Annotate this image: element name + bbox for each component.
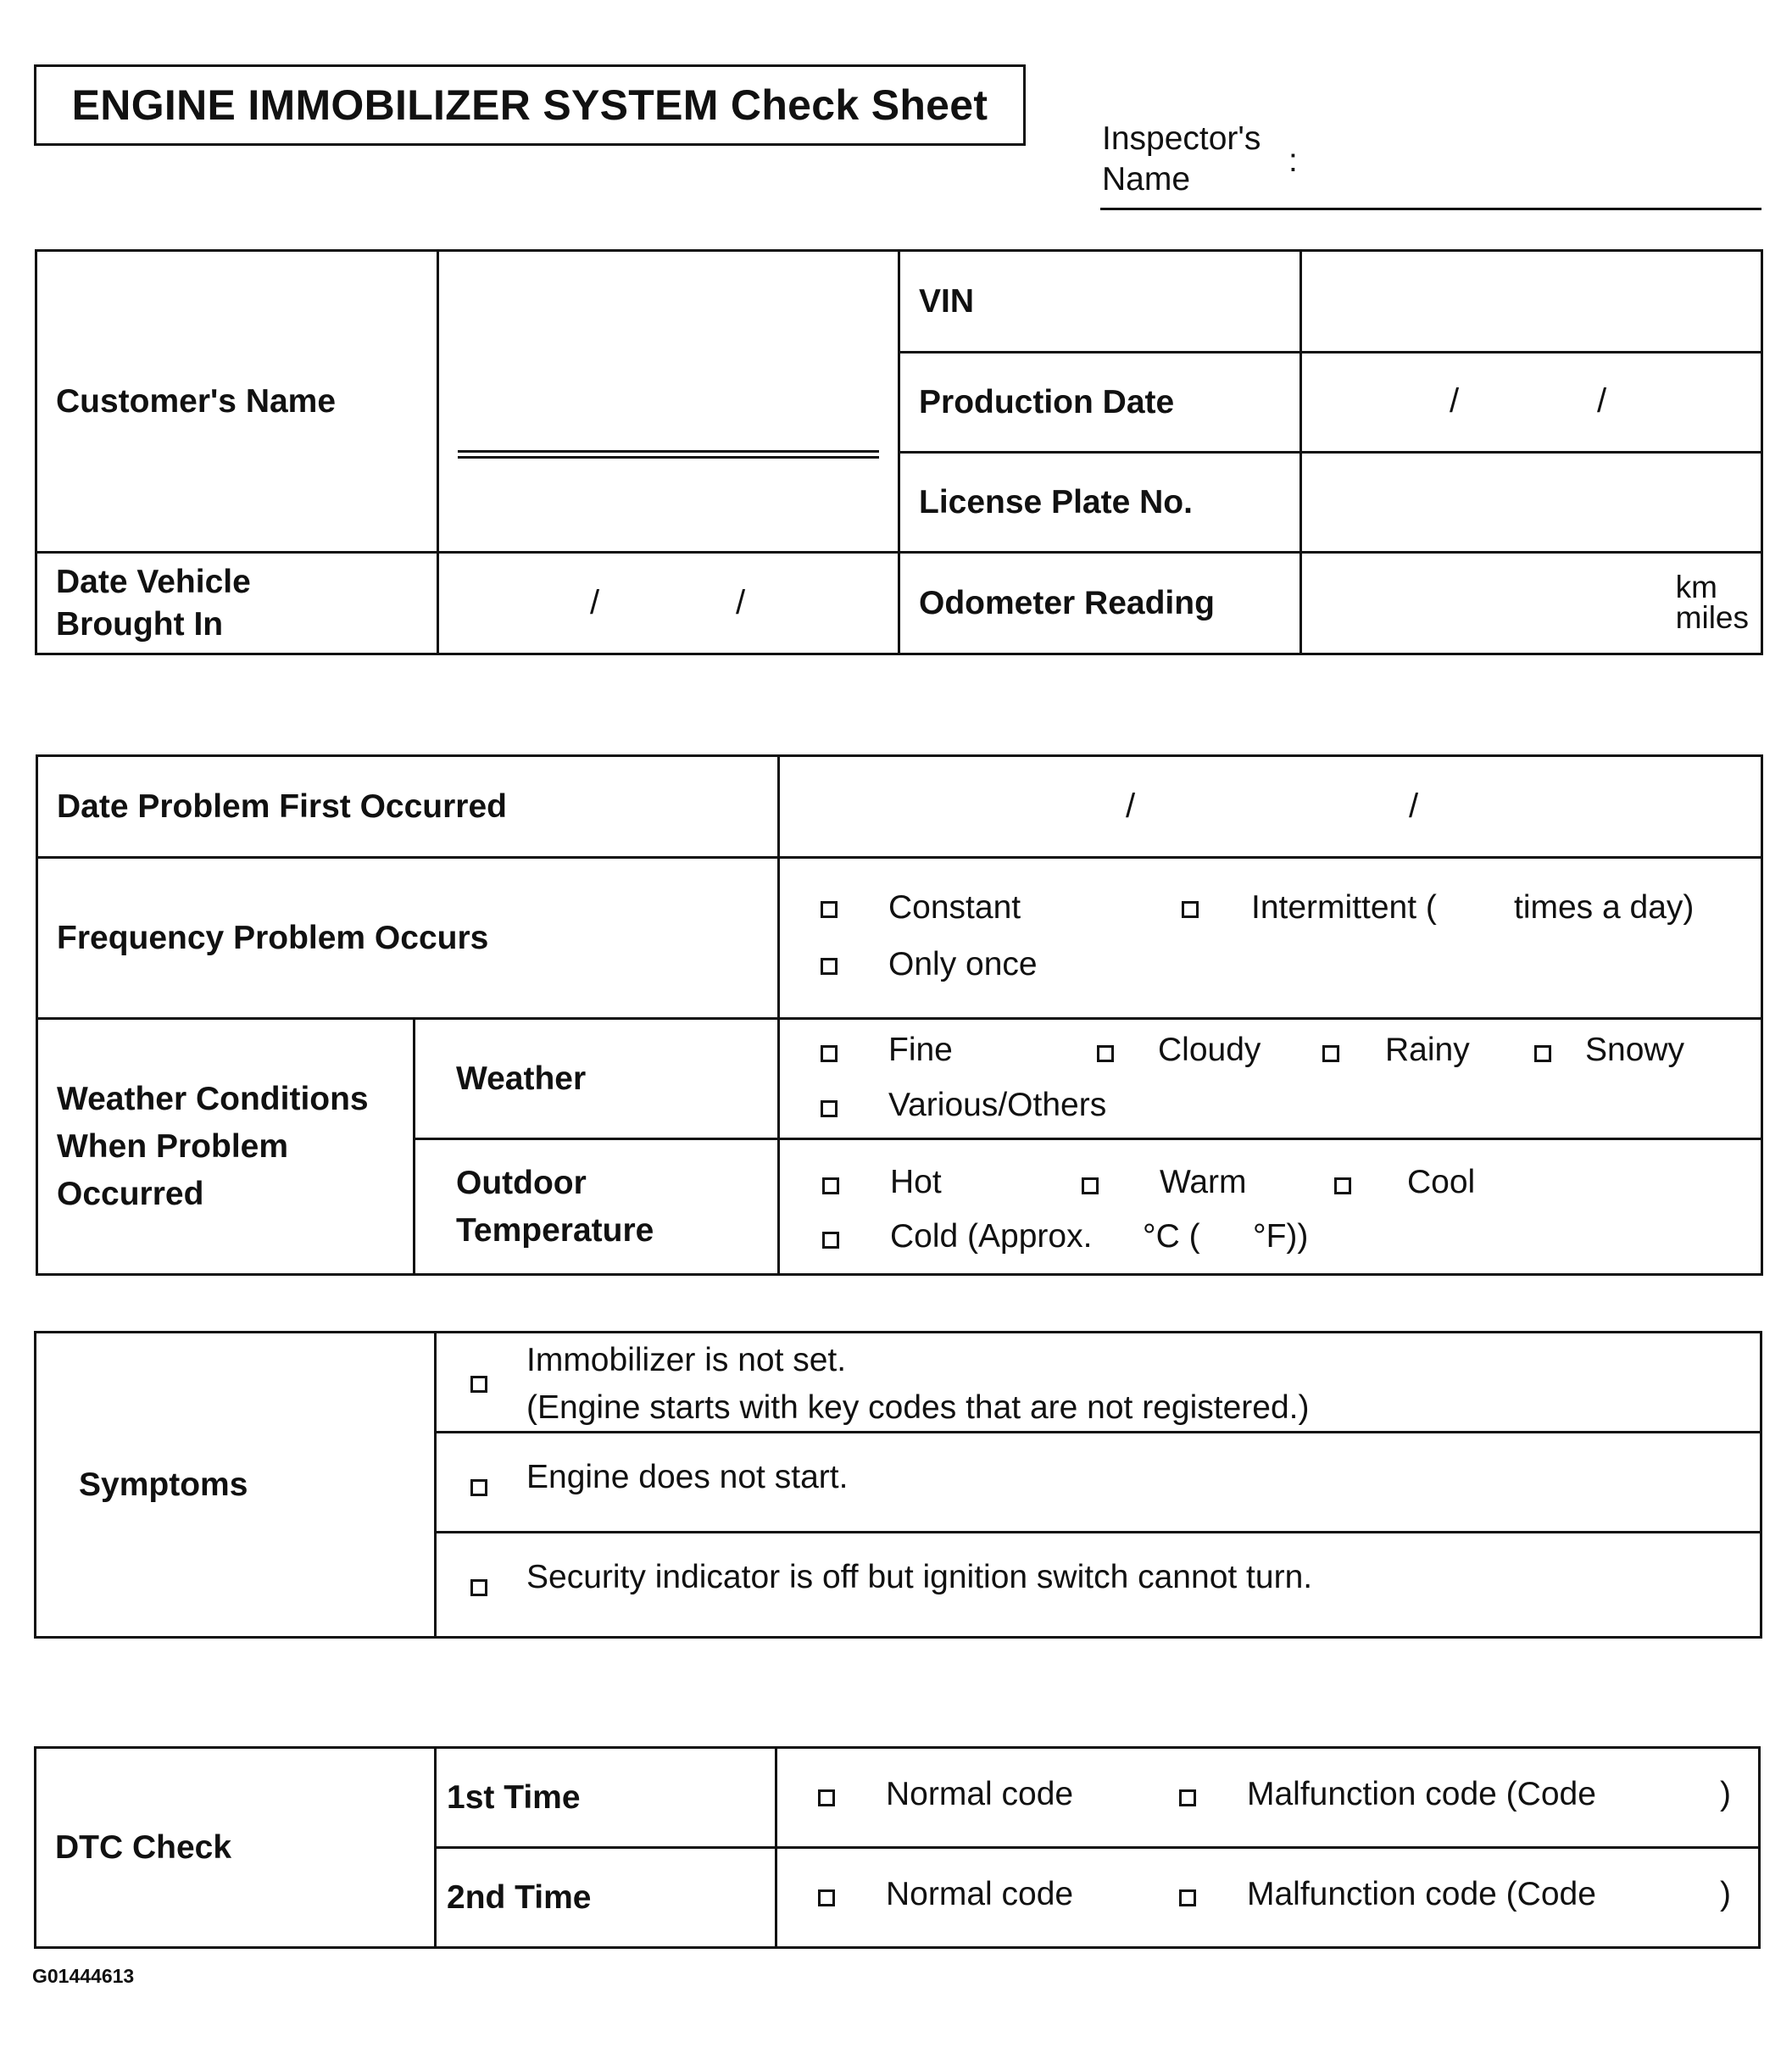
freq-constant-checkbox[interactable] [821,901,838,918]
unit-km: km [1675,570,1717,604]
dtc-first-close-paren: ) [1720,1776,1731,1812]
symptom-ignition-row [436,1533,1761,1638]
date-brought-slash-1: / [590,584,600,621]
outdoor-temperature-label: Outdoor Temperature [415,1139,779,1275]
inspector-name-field[interactable] [1100,208,1761,210]
weather-cloudy-checkbox[interactable] [1097,1045,1114,1062]
freq-once-label: Only once [888,946,1038,982]
weather-snowy-checkbox[interactable] [1534,1045,1551,1062]
production-date-slash-1: / [1450,382,1460,420]
temp-warm-label: Warm [1160,1164,1247,1200]
temp-celsius-label: °C ( [1143,1218,1200,1255]
weather-conditions-label: Weather Conditions When Problem Occurred [37,1019,415,1275]
customer-name-field[interactable] [438,251,899,553]
dtc-first-options [776,1748,1760,1848]
problem-table [36,754,1763,1276]
production-date-field[interactable] [1301,353,1762,453]
freq-intermittent-label: Intermittent ( [1251,889,1437,926]
temp-cool-label: Cool [1407,1164,1476,1200]
date-first-slash-1: / [1126,787,1136,825]
freq-once-checkbox[interactable] [821,958,838,975]
weather-various-label: Various/Others [888,1087,1107,1123]
dtc-first-normal-label: Normal code [886,1776,1074,1812]
weather-cloudy-label: Cloudy [1158,1032,1261,1068]
date-first-occurred-label: Date Problem First Occurred [37,756,779,858]
temp-warm-checkbox[interactable] [1082,1177,1099,1194]
dtc-second-options [776,1848,1760,1948]
date-first-occurred-field[interactable] [779,756,1762,858]
license-plate-field[interactable] [1301,453,1762,553]
temp-fahrenheit-label: °F)) [1253,1218,1309,1255]
dtc-check-label: DTC Check [36,1748,436,1948]
frequency-label: Frequency Problem Occurs [37,858,779,1019]
temp-cool-checkbox[interactable] [1334,1177,1351,1194]
customer-name-underline [458,450,879,459]
symptom-no-start-checkbox[interactable] [470,1479,487,1496]
dtc-second-label: 2nd Time [436,1848,776,1948]
figure-code: G01444613 [32,1965,135,1987]
weather-various-checkbox[interactable] [821,1100,838,1117]
inspector-label-line2: Name [1102,161,1191,198]
inspector-label-line1: Inspector's [1102,120,1261,157]
dtc-first-malfunction-checkbox[interactable] [1179,1789,1196,1806]
weather-snowy-label: Snowy [1585,1032,1685,1068]
symptom-no-start-row [436,1433,1761,1533]
dtc-second-normal-label: Normal code [886,1876,1074,1912]
production-date-slash-2: / [1597,382,1607,420]
sheet-title: ENGINE IMMOBILIZER SYSTEM Check Sheet [34,64,1026,146]
symptom-not-set-text: Immobilizer is not set. (Engine starts with key codes that are not registered.) [526,1342,1310,1426]
vin-field[interactable] [1301,251,1762,353]
vehicle-info-table [35,249,1763,655]
temperature-options [779,1139,1762,1275]
weather-options [779,1019,1762,1139]
weather-rainy-label: Rainy [1385,1032,1470,1068]
odometer-units [1676,572,1749,633]
temp-cold-label: Cold (Approx. [890,1218,1093,1255]
date-first-slash-2: / [1409,787,1419,825]
symptom-not-set-row [436,1333,1761,1433]
weather-fine-checkbox[interactable] [821,1045,838,1062]
dtc-first-normal-checkbox[interactable] [818,1789,835,1806]
dtc-second-close-paren: ) [1720,1876,1731,1912]
inspector-label [1102,119,1261,200]
freq-times-label: times a day) [1514,889,1695,926]
odometer-label: Odometer Reading [899,553,1301,654]
production-date-label: Production Date [899,353,1301,453]
temp-hot-checkbox[interactable] [822,1177,839,1194]
temp-cold-checkbox[interactable] [822,1232,839,1249]
vin-label: VIN [899,251,1301,353]
weather-fine-label: Fine [888,1032,953,1068]
dtc-second-normal-checkbox[interactable] [818,1889,835,1906]
frequency-options [779,858,1762,1019]
dtc-first-label: 1st Time [436,1748,776,1848]
weather-label: Weather [415,1019,779,1139]
symptoms-label: Symptoms [36,1333,436,1638]
date-brought-in-field[interactable] [438,553,899,654]
date-brought-slash-2: / [736,584,746,621]
temp-hot-label: Hot [890,1164,942,1200]
unit-miles: miles [1675,600,1749,635]
dtc-table [34,1746,1761,1949]
dtc-first-malfunction-label: Malfunction code (Code [1247,1776,1596,1812]
symptom-ignition-checkbox[interactable] [470,1579,487,1596]
license-plate-label: License Plate No. [899,453,1301,553]
freq-constant-label: Constant [888,889,1021,926]
odometer-field[interactable] [1301,553,1762,654]
symptom-ignition-text: Security indicator is off but ignition switch cannot turn. [526,1559,1313,1595]
dtc-second-malfunction-label: Malfunction code (Code [1247,1876,1596,1912]
customer-name-label: Customer's Name [36,251,438,553]
freq-intermittent-checkbox[interactable] [1182,901,1199,918]
inspector-colon: : [1288,142,1298,179]
weather-rainy-checkbox[interactable] [1322,1045,1339,1062]
date-brought-in-label: Date Vehicle Brought In [36,553,438,654]
dtc-second-malfunction-checkbox[interactable] [1179,1889,1196,1906]
symptom-no-start-text: Engine does not start. [526,1459,849,1495]
symptom-not-set-checkbox[interactable] [470,1376,487,1393]
symptoms-table [34,1331,1762,1639]
